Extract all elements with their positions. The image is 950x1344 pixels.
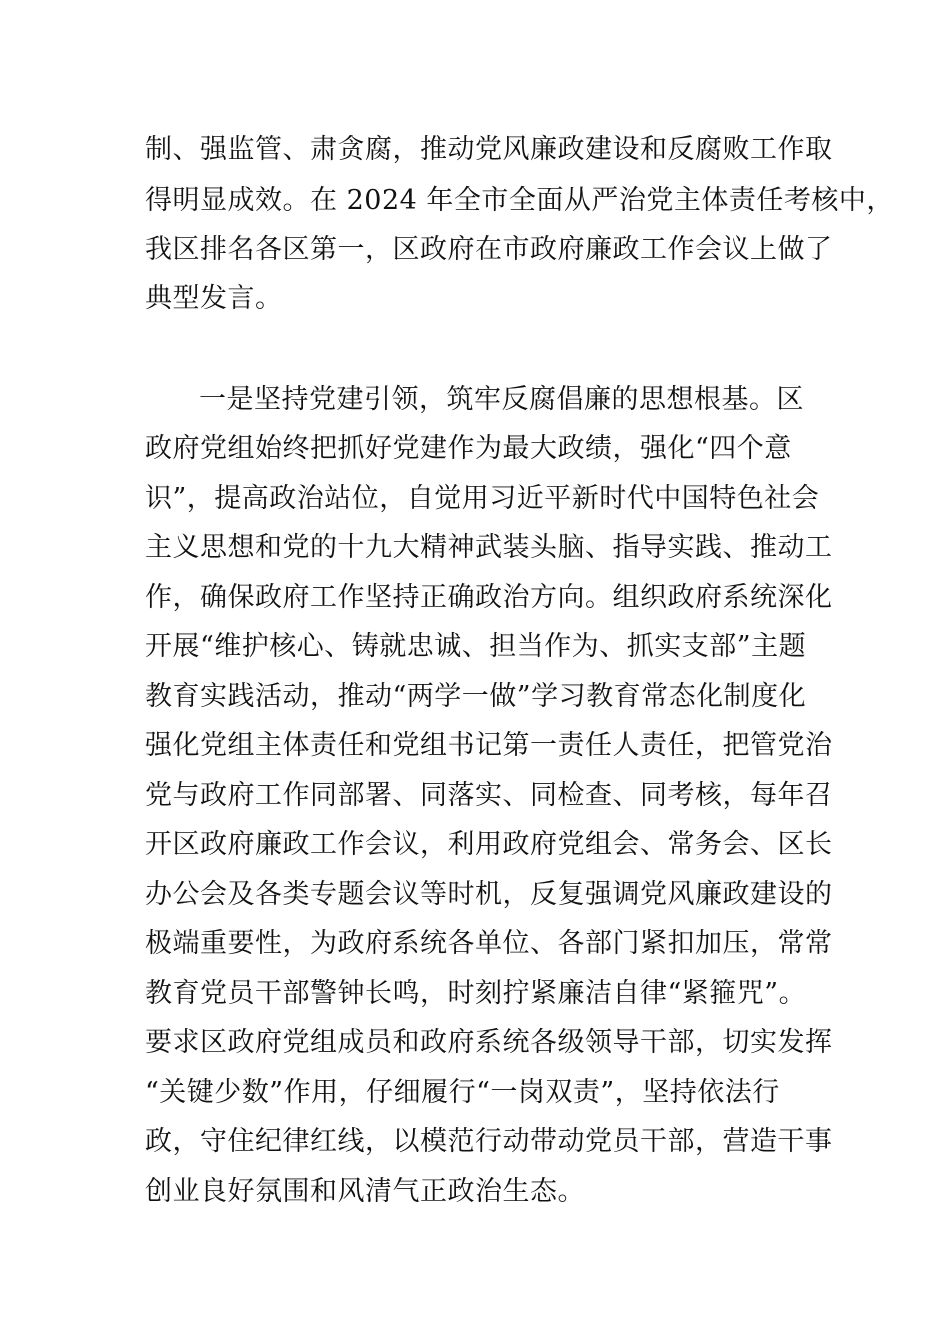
text-line: 创业良好氛围和风清气正政治生态。 (145, 1176, 585, 1207)
text-line: 教育党员干部警钟长鸣，时刻拧紧廉洁自律“紧箍咒”。 (145, 978, 807, 1009)
text-line: 识”，提高政治站位，自觉用习近平新时代中国特色社会 (145, 483, 820, 514)
text-line: 要求区政府党组成员和政府系统各级领导干部，切实发挥 (145, 1027, 833, 1058)
text-line: 得明显成效。在 2024 年全市全面从严治党主体责任考核中， (145, 185, 894, 216)
text-line: 开展“维护核心、铸就忠诚、担当作为、抓实支部”主题 (145, 631, 807, 662)
text-line: 一是坚持党建引领，筑牢反腐倡廉的思想根基。区 (199, 384, 804, 415)
text-line: 教育实践活动，推动“两学一做”学习教育常态化制度化 (145, 681, 807, 712)
text-line: 作，确保政府工作坚持正确政治方向。组织政府系统深化 (145, 582, 833, 613)
text-line: 制、强监管、肃贪腐，推动党风廉政建设和反腐败工作取 (145, 134, 833, 165)
text-line: “关键少数”作用，仔细履行“一岗双责”，坚持依法行 (145, 1077, 780, 1108)
text-line: 典型发言。 (145, 283, 283, 314)
text-line: 开区政府廉政工作会议，利用政府党组会、常务会、区长 (145, 829, 833, 860)
text-line: 政，守住纪律红线，以模范行动带动党员干部，营造干事 (145, 1126, 833, 1157)
text-line: 我区排名各区第一，区政府在市政府廉政工作会议上做了 (145, 234, 833, 265)
text-line: 强化党组主体责任和党组书记第一责任人责任，把管党治 (145, 730, 833, 761)
text-line: 办公会及各类专题会议等时机，反复强调党风廉政建设的 (145, 879, 833, 910)
text-line: 极端重要性，为政府系统各单位、各部门紧扣加压，常常 (145, 928, 833, 959)
text-line: 政府党组始终把抓好党建作为最大政绩，强化“四个意 (145, 433, 792, 464)
text-line: 主义思想和党的十九大精神武装头脑、指导实践、推动工 (145, 532, 833, 563)
text-line: 党与政府工作同部署、同落实、同检查、同考核，每年召 (145, 780, 833, 811)
